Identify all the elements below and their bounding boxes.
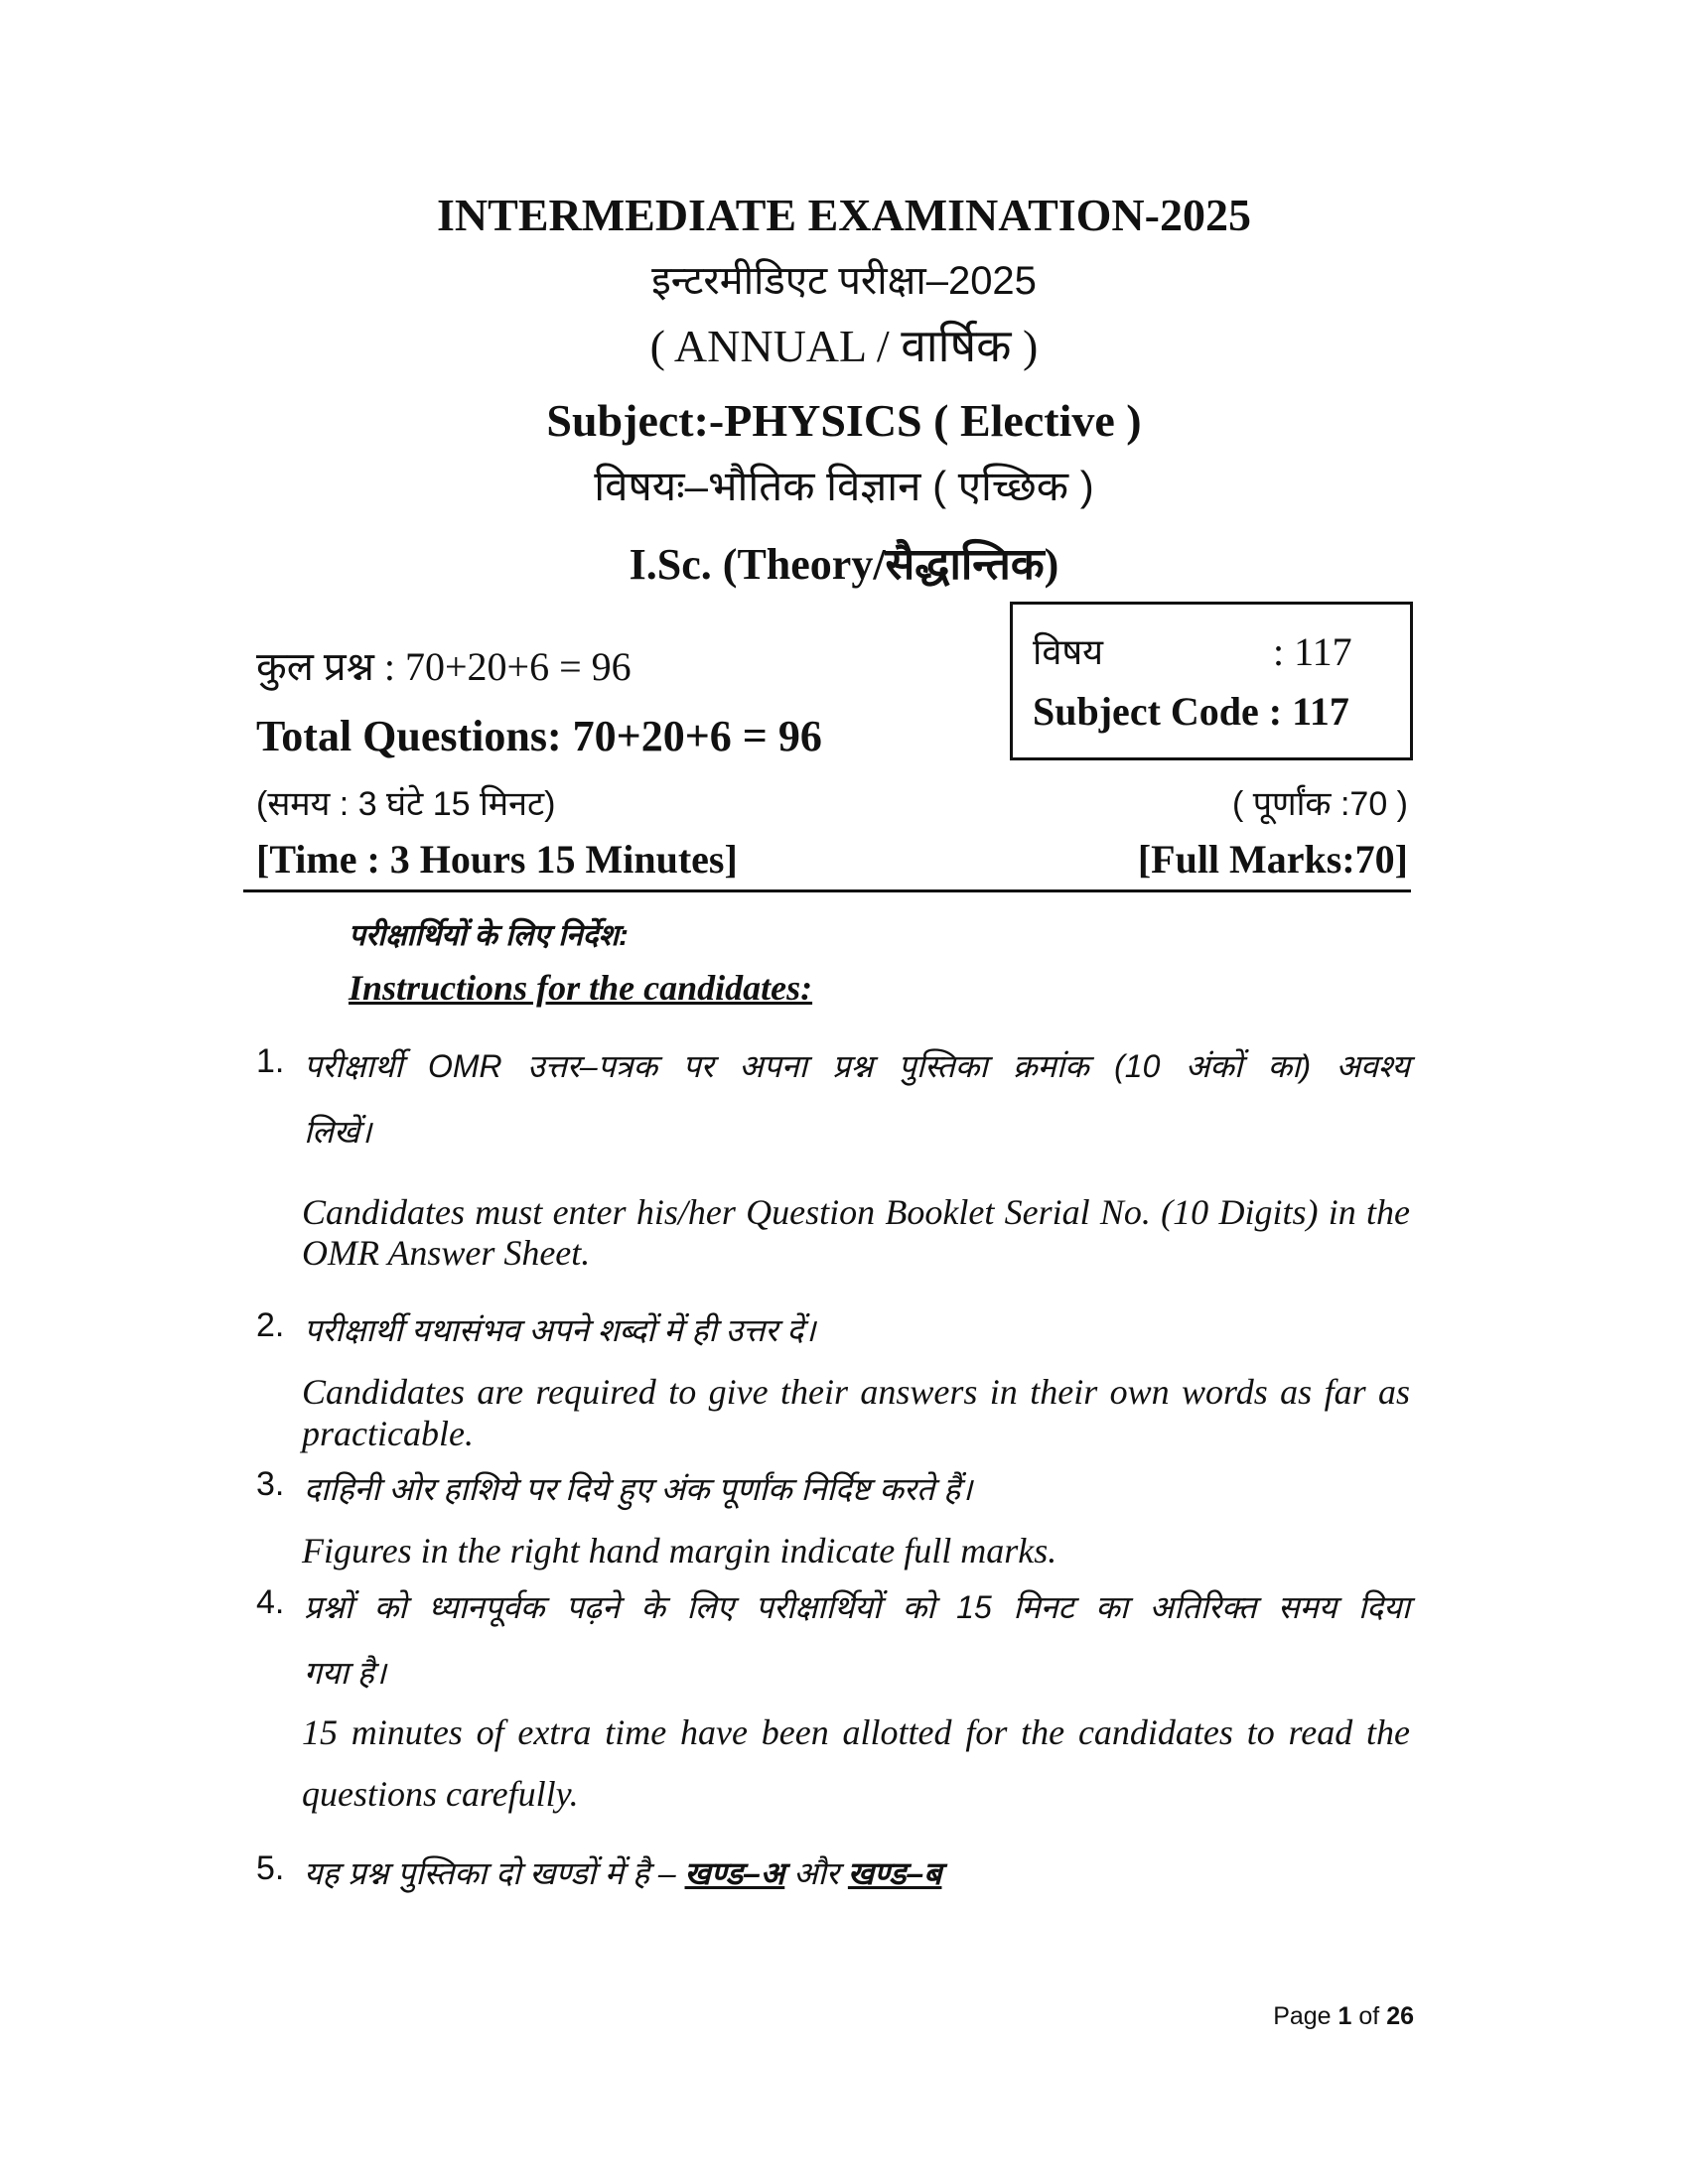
subject-code-box: [1010, 602, 1413, 760]
subject-title-hindi: विषयः–भौतिक विज्ञान ( एच्छिक ): [594, 463, 1094, 509]
item-number: 5.: [256, 1849, 285, 1887]
instruction-english: Candidates are required to give their answers in their own words as far as: [302, 1372, 1410, 1412]
instruction-hindi: परीक्षार्थी यथासंभव अपने शब्दों में ही उत्तर दें।: [304, 1312, 816, 1348]
item-number: 2.: [256, 1306, 285, 1344]
instruction-hindi: लिखें।: [304, 1114, 372, 1150]
page-prefix: Page: [1273, 2002, 1338, 2030]
instruction-text: यह प्रश्न पुस्तिका दो खण्डों में है –: [304, 1855, 685, 1891]
item-number: 1.: [256, 1042, 285, 1080]
section-a-label: खण्ड–अ: [684, 1855, 785, 1891]
page-number: [1273, 2002, 1414, 2031]
item-number: 3.: [256, 1465, 285, 1503]
course-title: I.Sc. (Theory/सैद्धान्तिक): [629, 540, 1059, 589]
instruction-english: 15 minutes of extra time have been allotted for the candidates to read the: [302, 1712, 1410, 1752]
instruction-hindi: [304, 1851, 941, 1894]
total-pages: 26: [1386, 2002, 1414, 2030]
item-number: 4.: [256, 1583, 285, 1621]
instructions-heading: Instructions for the candidates:: [349, 968, 813, 1008]
instruction-english: Figures in the right hand margin indicate full marks.: [302, 1531, 1057, 1570]
instruction-english: practicable.: [302, 1414, 474, 1453]
full-marks-hindi: ( पूर्णांक :70 ): [1231, 785, 1408, 823]
full-marks: [Full Marks:70]: [1137, 837, 1408, 882]
exam-type: ( ANNUAL / वार्षिक ): [649, 321, 1039, 371]
instructions-heading-hindi: परीक्षार्थियों के लिए निर्देश:: [349, 919, 629, 952]
instruction-english: OMR Answer Sheet.: [302, 1233, 591, 1273]
subject-title: Subject:-PHYSICS ( Elective ): [546, 395, 1142, 446]
subject-code: Subject Code : 117: [1033, 689, 1349, 734]
conjunction: और: [784, 1855, 848, 1891]
subject-code-hindi-value: : 117: [1273, 629, 1352, 674]
instruction-english: Candidates must enter his/her Question Booklet Serial No. (10 Digits) in the: [302, 1192, 1410, 1232]
instruction-hindi: गया है।: [304, 1655, 386, 1691]
page-of: of: [1351, 2002, 1387, 2030]
time-duration: [Time : 3 Hours 15 Minutes]: [256, 837, 738, 882]
total-questions-hindi: कुल प्रश्न : 70+20+6 = 96: [256, 644, 632, 689]
total-questions: Total Questions: 70+20+6 = 96: [256, 712, 822, 760]
subject-code-hindi-label: विषय: [1033, 631, 1104, 672]
instruction-hindi: प्रश्नों को ध्यानपूर्वक पढ़ने के लिए परीक्षार्थियों को 15 मिनट का अतिरिक्त समय दिया: [304, 1589, 1410, 1625]
instruction-hindi: दाहिनी ओर हाशिये पर दिये हुए अंक पूर्णांक निर्दिष्ट करते हैं।: [304, 1471, 973, 1507]
exam-title: INTERMEDIATE EXAMINATION-2025: [437, 190, 1251, 240]
time-hindi: (समय : 3 घंटे 15 मिनट): [256, 785, 556, 823]
current-page: 1: [1337, 2002, 1352, 2030]
instruction-hindi: परीक्षार्थी OMR उत्तर–पत्रक पर अपना प्रश्न पुस्तिका क्रमांक (10 अंकों का) अवश्य: [304, 1048, 1410, 1084]
instruction-english: questions carefully.: [302, 1774, 579, 1814]
exam-title-hindi: इन्टरमीडिएट परीक्षा–2025: [651, 259, 1037, 303]
divider: [243, 889, 1411, 892]
section-b-label: खण्ड–ब: [847, 1855, 942, 1891]
